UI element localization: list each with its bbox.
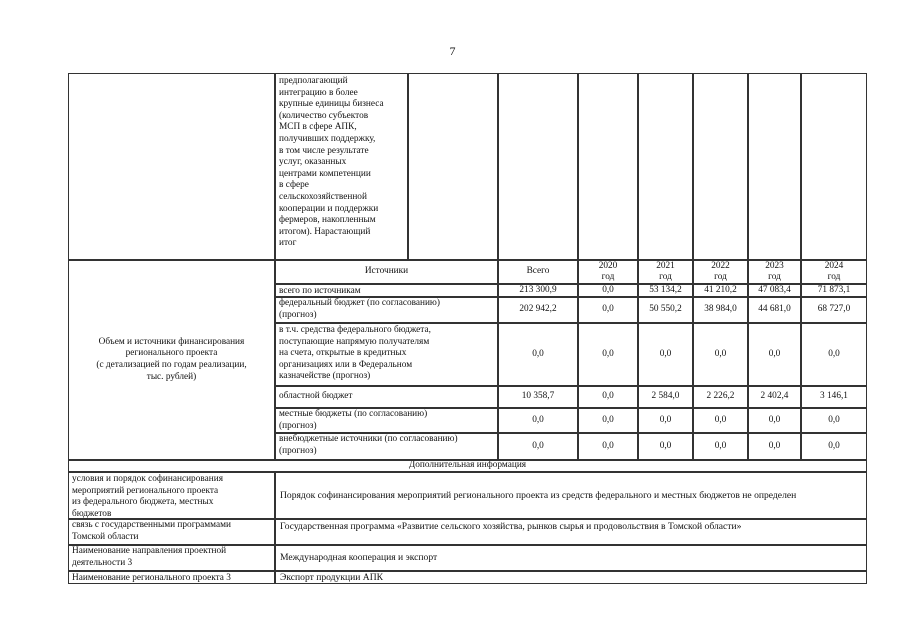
financing-row-value: 0,0: [578, 433, 638, 460]
additional-info-label: Наименование направления проектной деятельности 3: [68, 545, 275, 571]
financing-row-value: 0,0: [801, 408, 867, 433]
page-number: 7: [449, 44, 456, 58]
financing-row-value: 71 873,1: [801, 284, 867, 297]
financing-row-value: 68 727,0: [801, 297, 867, 323]
additional-info-value: Порядок софинансирования мероприятий регионального проекта из средств федерального и местных бюджетов не определен: [275, 472, 867, 519]
financing-row-value: 2 584,0: [638, 386, 693, 408]
total-header: Всего: [498, 260, 578, 284]
financing-row-value: 41 210,2: [693, 284, 748, 297]
indicator-left-empty-cell: [68, 73, 275, 260]
financing-section-label: Объем и источники финансирования регионального проекта (с детализацией по годам реализации, тыс. рублей): [68, 260, 275, 460]
financing-row-value: 0,0: [638, 433, 693, 460]
financing-row-value: 0,0: [578, 323, 638, 386]
financing-row-value: 0,0: [578, 297, 638, 323]
financing-row-value: 0,0: [578, 386, 638, 408]
indicator-empty-col-4: [638, 73, 693, 260]
financing-row-value: 0,0: [801, 323, 867, 386]
financing-row-total: 0,0: [498, 408, 578, 433]
additional-info-value: Экспорт продукции АПК: [275, 571, 867, 584]
additional-info-label: связь с государственными программами Томской области: [68, 519, 275, 545]
year-header-2021: 2021 год: [638, 260, 693, 284]
financing-row-total: 202 942,2: [498, 297, 578, 323]
financing-row-value: 0,0: [748, 408, 801, 433]
financing-row-total: 0,0: [498, 323, 578, 386]
additional-info-label: условия и порядок софинансирования мероприятий регионального проекта из федерального бюджета, местных бюджетов: [68, 472, 275, 519]
additional-info-value: Международная кооперация и экспорт: [275, 545, 867, 571]
financing-row-value: 0,0: [638, 408, 693, 433]
financing-row-value: 0,0: [578, 408, 638, 433]
sources-header: Источники: [275, 260, 498, 284]
year-header-2022: 2022 год: [693, 260, 748, 284]
financing-row-value: 2 402,4: [748, 386, 801, 408]
financing-row-value: 38 984,0: [693, 297, 748, 323]
indicator-empty-col-5: [693, 73, 748, 260]
year-header-2024: 2024 год: [801, 260, 867, 284]
indicator-empty-col-1: [408, 73, 498, 260]
indicator-empty-col-6: [748, 73, 801, 260]
financing-row-value: 0,0: [693, 408, 748, 433]
financing-row-label: областной бюджет: [275, 386, 498, 408]
financing-row-value: 0,0: [693, 323, 748, 386]
financing-row-value: 0,0: [693, 433, 748, 460]
financing-row-label: всего по источникам: [275, 284, 498, 297]
financing-row-total: 10 358,7: [498, 386, 578, 408]
financing-row-value: 47 083,4: [748, 284, 801, 297]
financing-row-value: 0,0: [578, 284, 638, 297]
financing-row-value: 0,0: [638, 323, 693, 386]
financing-row-label: местные бюджеты (по согласованию) (прогноз): [275, 408, 498, 433]
additional-info-value: Государственная программа «Развитие сельского хозяйства, рынков сырья и продовольствия в Томской области»: [275, 519, 867, 545]
financing-row-value: 2 226,2: [693, 386, 748, 408]
financing-row-label: в т.ч. средства федерального бюджета, поступающие напрямую получателям на счета, открытые в кредитных организациях или в Федеральном казначействе (прогноз): [275, 323, 498, 386]
financing-row-value: 50 550,2: [638, 297, 693, 323]
financing-row-value: 0,0: [801, 433, 867, 460]
financing-row-value: 0,0: [748, 323, 801, 386]
financing-row-value: 53 134,2: [638, 284, 693, 297]
indicator-text-cell: предполагающий интеграцию в более крупные единицы бизнеса (количество субъектов МСП в сфере АПК, получивших поддержку, в том числе результате услуг, оказанных центрами компетенции в сфере сельскохозяйственной кооперации и поддержки фермеров, накопленным итогом). Нарастающий итог: [275, 73, 408, 260]
financing-row-value: 0,0: [748, 433, 801, 460]
year-header-2023: 2023 год: [748, 260, 801, 284]
financing-row-label: федеральный бюджет (по согласованию) (прогноз): [275, 297, 498, 323]
financing-row-total: 0,0: [498, 433, 578, 460]
financing-row-label: внебюджетные источники (по согласованию) (прогноз): [275, 433, 498, 460]
additional-info-label: Наименование регионального проекта 3: [68, 571, 275, 584]
indicator-empty-col-7: [801, 73, 867, 260]
indicator-empty-col-3: [578, 73, 638, 260]
financing-row-value: 44 681,0: [748, 297, 801, 323]
additional-info-title: Дополнительная информация: [68, 460, 867, 472]
indicator-empty-col-2: [498, 73, 578, 260]
financing-row-value: 3 146,1: [801, 386, 867, 408]
year-header-2020: 2020 год: [578, 260, 638, 284]
financing-row-total: 213 300,9: [498, 284, 578, 297]
